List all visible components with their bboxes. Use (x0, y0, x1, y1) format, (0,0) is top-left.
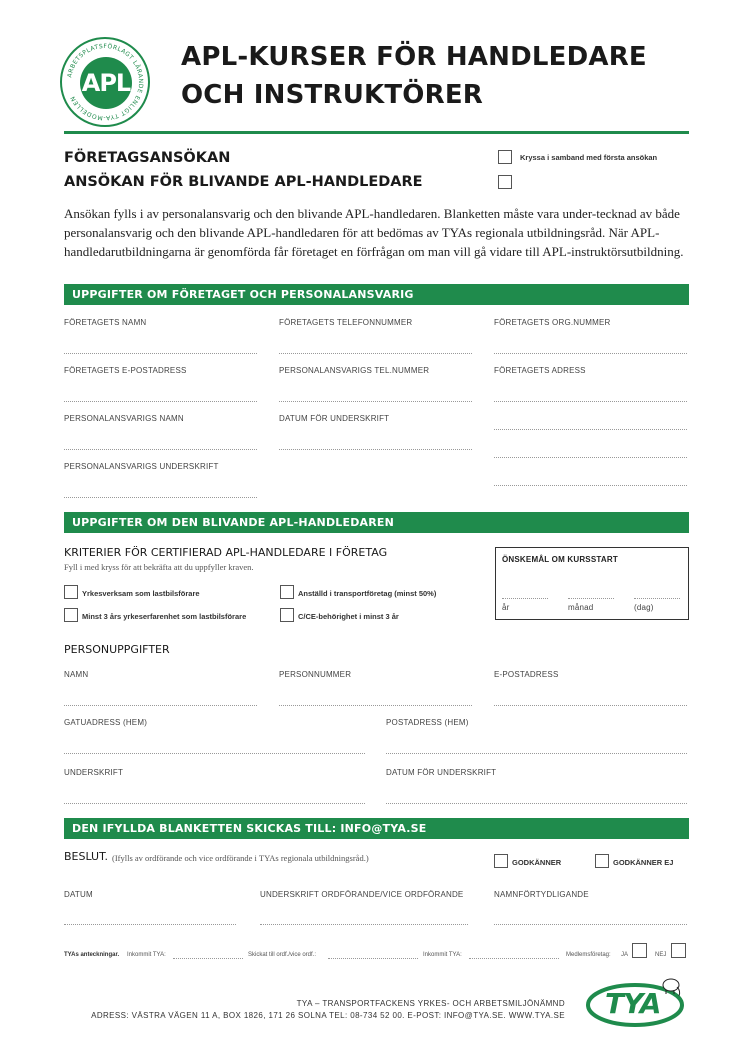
notes-label: TYAs anteckningar. (64, 952, 120, 958)
input-company-phone[interactable] (279, 353, 472, 354)
label-company-name: FÖRETAGETS NAMN (64, 318, 147, 327)
label-company-org: FÖRETAGETS ORG.NUMMER (494, 318, 611, 327)
apl-logo (60, 37, 150, 127)
criteria-checkbox-3[interactable] (64, 608, 78, 622)
title-divider (64, 131, 689, 134)
criteria-checkbox-1[interactable] (64, 585, 78, 599)
label-company-address: FÖRETAGETS ADRESS (494, 366, 586, 375)
criteria-checkbox-4[interactable] (280, 608, 294, 622)
label-name-clarification: NAMNFÖRTYDLIGANDE (494, 890, 589, 899)
section-handledare-header: UPPGIFTER OM DEN BLIVANDE APL-HANDLEDAREN (64, 512, 689, 533)
criteria-label-3: Minst 3 års yrkeserfarenhet som lastbilsförare (82, 612, 247, 621)
input-signature-date[interactable] (279, 449, 472, 450)
input-company-org[interactable] (494, 353, 687, 354)
reject-label: GODKÄNNER EJ (613, 858, 674, 867)
course-start-box (495, 547, 689, 620)
section-send-header: DEN IFYLLDA BLANKETTEN SKICKAS TILL: INFO@TYA.SE (64, 818, 689, 839)
input-year[interactable] (502, 598, 548, 599)
label-manager-signature: PERSONALANSVARIGS UNDERSKRIFT (64, 462, 219, 471)
input-decision-date[interactable] (64, 924, 236, 925)
notes-received2-input[interactable] (469, 958, 559, 959)
member-yes-checkbox[interactable] (632, 943, 647, 958)
criteria-label-4: C/CE-behörighet i minst 3 år (298, 612, 399, 621)
input-name-clarification[interactable] (494, 924, 687, 925)
input-manager-signature[interactable] (64, 497, 257, 498)
page-title-line1: APL-KURSER FÖR HANDLEDARE (181, 42, 647, 72)
input-handledare-signature-date[interactable] (386, 803, 687, 804)
member-no-checkbox[interactable] (671, 943, 686, 958)
notes-sent-input[interactable] (328, 958, 418, 959)
notes-yes-label: JA (621, 952, 629, 958)
criteria-label-1: Yrkesverksam som lastbilsförare (82, 589, 200, 598)
label-year: år (502, 603, 510, 612)
label-manager-phone: PERSONALANSVARIGS TEL.NUMMER (279, 366, 430, 375)
input-day[interactable] (634, 598, 680, 599)
label-name: NAMN (64, 670, 89, 679)
reject-checkbox[interactable] (595, 854, 609, 868)
personal-heading: PERSONUPPGIFTER (64, 643, 170, 656)
input-postal[interactable] (386, 753, 687, 754)
criteria-heading: KRITERIER FÖR CERTIFIERAD APL-HANDLEDARE I FÖRETAG (64, 546, 388, 559)
criteria-checkbox-2[interactable] (280, 585, 294, 599)
notes-member-label: Medlemsföretag: (566, 952, 611, 958)
input-manager-phone[interactable] (279, 401, 472, 402)
input-company-name[interactable] (64, 353, 257, 354)
input-name[interactable] (64, 705, 257, 706)
label-company-phone: FÖRETAGETS TELEFONNUMMER (279, 318, 413, 327)
course-start-title: ÖNSKEMÅL OM KURSSTART (502, 555, 618, 564)
section-company-header: UPPGIFTER OM FÖRETAGET OCH PERSONALANSVARIG (64, 284, 689, 305)
approve-label: GODKÄNNER (512, 858, 562, 867)
page-title-line2: OCH INSTRUKTÖRER (181, 80, 484, 110)
input-street[interactable] (64, 753, 365, 754)
label-day: (dag) (634, 603, 654, 612)
input-company-address-1[interactable] (494, 401, 687, 402)
label-handledare-signature-date: DATUM FÖR UNDERSKRIFT (386, 768, 497, 777)
input-company-address-4[interactable] (494, 485, 687, 486)
tya-logo-text: TYA (605, 987, 661, 1020)
notes-received2-label: Inkommit TYA: (423, 952, 462, 958)
input-email[interactable] (494, 705, 687, 706)
label-month: månad (568, 603, 594, 612)
notes-no-label: NEJ (655, 952, 667, 958)
footer-address: ADRESS: VÄSTRA VÄGEN 11 A, BOX 1826, 171 26 SOLNA TEL: 08-734 52 00. E-POST: INFO@TYA.SE. WWW.TYA.SE (91, 1011, 565, 1020)
input-month[interactable] (568, 598, 614, 599)
label-personnummer: PERSONNUMMER (279, 670, 352, 679)
page-title (181, 38, 701, 114)
label-signature: UNDERSKRIFT (64, 768, 124, 777)
intro-text: Ansökan fylls i av personalansvarig och den blivande APL-handledaren. Blanketten måste vara under-tecknad av både personalansvarig och den blivande APL-handledaren för att bedömas av TYAs regionala utbildningsråd. När APL-handledarutbildningarna är genomförda får företaget en förfrågan om man vill gå vidare till APL-instruktörsutbildning. (64, 206, 684, 259)
notes-received-label: Inkommit TYA: (127, 952, 166, 958)
footer-org-name: TYA – TRANSPORTFACKENS YRKES- OCH ARBETSMILJÖNÄMND (296, 999, 565, 1008)
handledare-application-heading: ANSÖKAN FÖR BLIVANDE APL-HANDLEDARE (64, 174, 423, 190)
notes-received-input[interactable] (173, 958, 243, 959)
first-application-note: Kryssa i samband med första ansökan (520, 153, 658, 162)
label-postal: POSTADRESS (HEM) (386, 718, 469, 727)
decision-heading: BESLUT. (64, 850, 109, 863)
notes-sent-label: Skickat till ordf./vice ordf.: (248, 952, 317, 958)
label-signature-date: DATUM FÖR UNDERSKRIFT (279, 414, 390, 423)
input-company-email[interactable] (64, 401, 257, 402)
approve-checkbox[interactable] (494, 854, 508, 868)
criteria-label-2: Anställd i transportföretag (minst 50%) (298, 589, 437, 598)
company-application-heading: FÖRETAGSANSÖKAN (64, 150, 231, 166)
label-chair-signature: UNDERSKRIFT ORDFÖRANDE/VICE ORDFÖRANDE (260, 890, 464, 899)
input-company-address-2[interactable] (494, 429, 687, 430)
criteria-hint: Fyll i med kryss för att bekräfta att du uppfyller kraven. (64, 562, 254, 572)
tya-logo (585, 975, 687, 1034)
handledare-application-checkbox[interactable] (498, 175, 512, 189)
input-company-address-3[interactable] (494, 457, 687, 458)
input-chair-signature[interactable] (260, 924, 468, 925)
logo-ring-text: ARBETSPLATSFÖRLAGT LÄRANDE ENLIGT TYA-MODELLEN (66, 42, 145, 122)
input-personnummer[interactable] (279, 705, 472, 706)
label-company-email: FÖRETAGETS E-POSTADRESS (64, 366, 187, 375)
label-manager-name: PERSONALANSVARIGS NAMN (64, 414, 184, 423)
label-street: GATUADRESS (HEM) (64, 718, 148, 727)
first-application-checkbox[interactable] (498, 150, 512, 164)
logo-center: APL (80, 57, 132, 109)
label-email: E-POSTADRESS (494, 670, 559, 679)
decision-hint: (Ifylls av ordförande och vice ordförande i TYAs regionala utbildningsråd.) (112, 853, 369, 863)
label-decision-date: DATUM (64, 890, 93, 899)
input-signature[interactable] (64, 803, 365, 804)
input-manager-name[interactable] (64, 449, 257, 450)
